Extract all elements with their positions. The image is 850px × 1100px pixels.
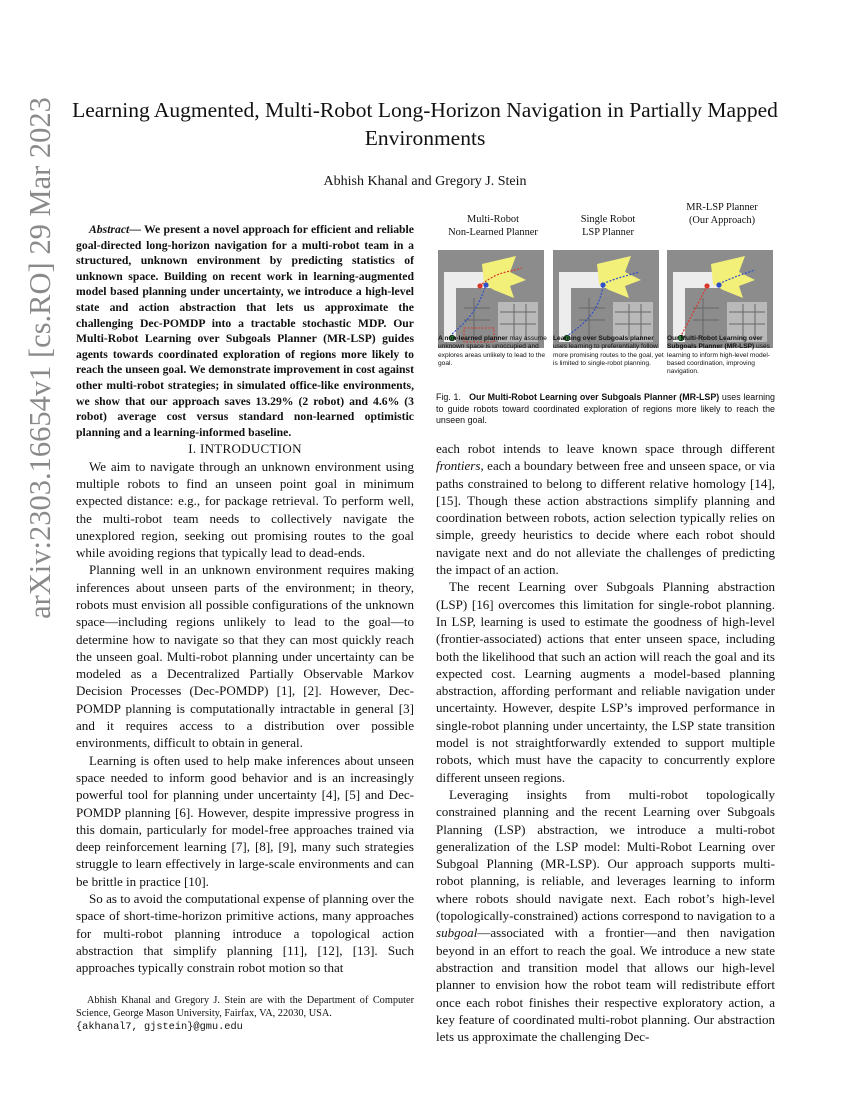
robot-blue-marker [483, 282, 488, 287]
right-column [436, 440, 775, 1045]
robot-blue-marker [600, 282, 605, 287]
robot-blue-marker [716, 282, 721, 287]
intro-paragraph-4: So as to avoid the computational expense of planning over the space of short-time-horizon primitive actions, many approaches for multi-robot planning introduce a topological action abstraction that simplify planning [11], [12], [13]. Such approaches typically constrain robot motion so that [76, 891, 414, 976]
intro-paragraph-7: Leveraging insights from multi-robot topologically constrained planning and the recent Learning over Subgoals Planning (LSP) abstraction, we introduce a multi-robot generalization of the LSP model: Multi-Robot Learning over Subgoal Planning (MR-LSP). Our approach supports multi-robot planning, is reliable, and leverages learning to inform where robots should navigate next. Each robot’s high-level (topologically-constrained) actions correspond to navigation to a subgoal—associated with a frontier—and then navigation beyond in an effort to reach the goal. We introduce a new state abstraction and transition model that allows our high-level planner to envision how the robot team will redistribute effort once each robot finishes their respective exploratory action, a key feature of coordinated multi-robot planning. Our abstraction lets us approximate the challenging Dec- [436, 786, 775, 1045]
intro-paragraph-2: Planning well in an unknown environment requires making inferences about unseen parts of the environment; in theory, robots must envision all possible configurations of the unknown space—including regions unlikely to lead to the goal—to determine how to navigate so that they can most quickly reach the unseen goal. Multi-robot planning under uncertainty can be modeled as a Decentralized Partially Observable Markov Decision Processes (Dec-POMDP) [1], [2]. However, Dec-POMDP planning is computationally intractable in general [3] and it requires access to a distribution over possible environments, difficult to obtain in general. [76, 562, 414, 751]
panel-caption: Our Multi-Robot Learning over Subgoals Planner (MR-LSP) uses learning to inform high-level model-based coordination, improving navigation. [667, 335, 770, 376]
arxiv-stamp[interactable]: arXiv:2303.16654v1 [cs.RO] 29 Mar 2023 [23, 97, 57, 619]
panel-title: MR-LSP Planner (Our Approach) [686, 202, 758, 226]
figure-caption-label: Fig. 1. [436, 392, 461, 402]
abstract-dash: — [129, 223, 145, 236]
robot-red-marker [477, 283, 482, 288]
emphasis-subgoal: subgoal [436, 925, 478, 941]
footnote-email[interactable]: {akhanal7, gjstein}@gmu.edu [76, 1021, 243, 1033]
figure-caption-bold: Our Multi-Robot Learning over Subgoals Planner (MR-LSP) [469, 392, 720, 402]
abstract-label: Abstract [89, 223, 130, 236]
panel-caption: A non-learned planner may assume unknown space is unoccupied and explores areas unlikely to lead to the goal. [438, 335, 547, 367]
intro-paragraph-6: The recent Learning over Subgoals Planning abstraction (LSP) [16] overcomes this limitation for single-robot planning. In LSP, learning is used to estimate the goodness of high-level (frontier-associated) actions that enter unseen space, including both the likelihood that such an action will reach the goal and its expected cost. Learning augments a model-based planning abstraction, affording performant and reliable navigation under uncertainty. However, despite LSP’s improved performance in single-robot planning under uncertainty, the LSP state transition model is not straightforwardly extended to support multiple robots, which must have the capacity to concurrently explore different unseen regions. [436, 579, 775, 785]
robot-red-marker [704, 283, 709, 288]
page-title: Learning Augmented, Multi-Robot Long-Horizon Navigation in Partially Mapped Environments [72, 98, 778, 150]
author-footnote [76, 994, 414, 1034]
map-non-learned [438, 250, 544, 348]
abstract-text: We present a novel approach for efficient and reliable goal-directed long-horizon navigation for a multi-robot team in a structured, unknown environment by predicting statistics of unknown space. Building on recent work in learning-augmented model based planning under uncertainty, we introduce a high-level state and action abstraction that lets us approximate the challenging Dec-POMDP into a tractable stochastic MDP. Our Multi-Robot Learning over Subgoals Planner (MR-LSP) guides agents towards coordinated exploration of regions more likely to reach the unseen goal. We demonstrate improvement in cost against other multi-robot strategies; in simulated office-like environments, we show that our approach saves 13.29% (2 robot) and 4.6% (3 robot) average cost versus standard non-learned optimistic planning and a learning-informed baseline. [76, 223, 414, 439]
left-column [76, 222, 414, 977]
corridor [673, 272, 685, 342]
figure-1 [436, 202, 775, 436]
emphasis-frontiers: frontiers [436, 458, 481, 474]
section-heading-introduction: I. INTRODUCTION [188, 441, 302, 457]
author-list: Abhish Khanal and Gregory J. Stein [323, 174, 527, 189]
abstract [76, 222, 414, 440]
map-single-lsp [553, 250, 659, 348]
panel-caption: Learning over Subgoals planner uses learning to preferentially follow more promising routes to the goal, yet is limited to single-robot planning. [553, 335, 664, 367]
intro-paragraph-3: Learning is often used to help make inferences about unseen space needed to inform good behavior and is an increasingly powerful tool for planning under uncertainty [4], [5] and Dec-POMDP planning [6]. However, despite impressive progress in this domain, particularly for model-free approaches trained via deep reinforcement learning [7], [8], [9], many such strategies struggle to learn effectively in large-scale environments and can be brittle in practice [10]. [76, 752, 414, 889]
panel-title: Single Robot LSP Planner [580, 214, 636, 238]
corridor [559, 272, 571, 342]
map-mr-lsp [667, 250, 773, 348]
intro-paragraph-1: We aim to navigate through an unknown environment using multiple robots to find an unseen point goal in minimum expected distance: e.g., for package retrieval. To perform well, the multi-robot team needs to collectively navigate the unexplored region, seeking out promising routes to the goal while avoiding regions that typically lead to dead-ends. [76, 458, 414, 561]
figure-caption [436, 392, 775, 427]
footnote-affiliation: Abhish Khanal and Gregory J. Stein are with the Department of Computer Science, George Mason University, Fairfax, VA, 22030, USA. [76, 995, 414, 1019]
intro-paragraph-5: each robot intends to leave known space through different frontiers, each a boundary between free and unseen space, or via paths constrained to belong to different relative homology [14], [15]. Though these action abstractions simplify planning and coordination between robots, action selection typically relies on simple, greedy heuristics to decide where each robot should navigate next and do not alleviate the challenges of predicting the impact of an action. [436, 441, 775, 578]
corridor [444, 272, 456, 342]
figure-caption-rest: uses learning to guide robots toward coordinated exploration of regions more likely to reach the unseen goal. [436, 392, 775, 426]
panel-title: Multi-Robot Non-Learned Planner [448, 214, 538, 238]
